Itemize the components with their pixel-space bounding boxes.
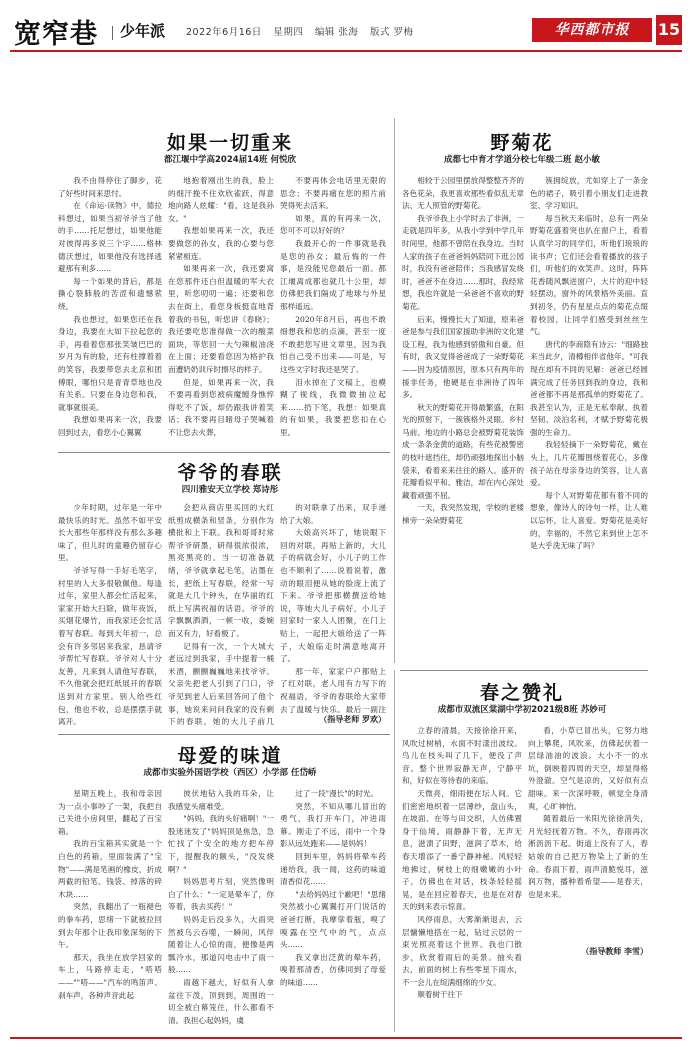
paragraph: 地抱着刚出生的我，脸上的细汗挽不住欢欣雀跃，得意地向路人炫耀："看，这是我孙女。" [168,176,274,223]
paragraph: 立春的清晨，天接徐徐开来，风吹过树梢，水面不时漾出波纹。鸟儿在枝头叫了几下，便没了声音。整个世界寂静无声，宁静平和，好似在等待春的来临。 [402,726,522,786]
column-divider [394,670,395,1032]
paragraph: 我最开心的一件事就是我是您的孙女；最后悔的一件事，是没能见您最后一面。都江堰离成都也就几十公里，却仿佛把我们隔成了地球与外星那样遥远。 [280,238,386,311]
paragraph: 随着最后一米阳光徐徐消失，月光轻抚着万物。不久，春雨再次淅沥沥下起。街道上没有了人，春姑娘的自己把万物染上了新的生命。春雨下着，雨声清脆悦耳，滋润万物，播种着希望——是春天，也是未来。 [528,814,648,899]
article-title: 母爱的味道 [177,745,283,767]
paragraph: 会把从商店里买回的大红纸剪成横条和竖条，分别作为横批和上下联。我和哥哥时常帮爷爷研墨，研得很浓很浓，黑亮黑亮的。当一切准备就绪，爷爷就拿起毛笔，沾墨在长，把纸上写春联，经常一写就是大几个钟头，在华丽的红纸上写满祝福的话语。爷爷的字飘飘洒洒，一顿一收，委婉而又有力，好看极了。 [168,503,274,638]
paragraph: 看，小草已冒出头，它努力地向上攀爬，风吹来，仿佛起伏着一层绿油油的波浪。大小不一的水坑，倒映着四周的天空，却显得格外澄澈。空气是凉的，又好似有点甜味。来一次深呼吸，顿觉全身清爽，心旷神怡。 [528,726,648,811]
paragraph: 记得有一次，一个大城大老远过到我家，手中提着一桶米酒，颤颤巍巍地来找爷爷。父亲先把老人引到了门口，爷爷见到老人后来回答问了他个事，她说来问问我家的没有剩下的春联，她的大儿子前几 [168,641,274,727]
article-column [280,175,386,443]
paragraph: 彼伏地钻入我的耳朵，让我感觉头痛难受。 [168,789,274,811]
paragraph: 如果再来一次，我还要窝在您那件还白但温暖的军大衣里，听您叨叨一遍；还要和您去在街上，看您身板挺直地背着我的书包，听您讲《春晓》；我还要吃您准得做一次的酸菜面块，等您回一大勺辣椒油浇在上面；还要看您因为格护我而遭奶奶训斥时擦尽的样子。 [168,264,274,374]
paragraph: 如果，真的有再来一次，您可不可以好好的？ [280,213,386,236]
paragraph: 爷爷写得一手好毛笔字，村里的人大多很敬佩他。每逢过年，家里人都会忙活起来，家家开始大扫除，做年夜饭，买烟花爆竹，而我家还会忙活着写春联。每到大年初一，总会有许多邻居来我家，恳请爷爷帮忙写春联。爷爷对人十分友善，凡来到人请他写春联，不久他就会把红纸展开的春联送到对方家里。别人给些红包，他也不收，总是摆摆手就离开。 [58,565,162,727]
paragraph: 那天，我坐在放学回家的车上，马路停走走，"嗒嗒——""嗒——"汽车的鸣笛声、刹车声，各种声音此起 [58,952,162,1000]
paragraph: "妈妈，我的头好痛啊！"一股迷迷发了"妈妈顶是焦急，急忙找了个安全的地方把车停下，提醒我的额头，"没发烧啊？" [168,814,274,874]
paragraph: 每当秋天来临时，总有一两朵野菊花盛着突也扒在窗户上，看着认真学习的同学们，听他们琅琅的读书声；它们还会看着播放的孩子们，听他们的欢笑声。这时，阵阵花香随风飘进窗户，大片的迎中轻轻摆动，窗外的风景格外美丽。直到初冬，仍有星星点点的菊花点缀着校园，让同学们感受到丝丝生气。 [530,213,648,337]
issue-date: 2022年6月16日 [186,27,262,38]
article-column [168,788,274,1033]
column-divider [394,118,395,663]
paragraph: 的对联拿了出来，双手递给了大娘。 [280,503,386,525]
article-column [58,788,162,1033]
masthead [10,10,682,50]
paragraph: 在《命运·读物》中，德拉科想过，如果当初爷爷当了他的手……托尼想过，如果他能对彼得再多说三个字……格林德沃想过，如果他没有选择逃避那有利多…… [58,201,162,274]
paragraph: 一天，我突然发现，学校的老楼梯旁一朵朵野菊花 [402,503,524,526]
article-byline: 都江堰中学高2024届14班 何悦欣 [164,155,296,165]
paragraph: 那一年，家家户户都贴上了红对联，老人用有力写下的祝福语，爷爷的春联给大家带去了温暖与快乐。最后一副注 [280,666,386,714]
paragraph: 我不由得停住了脚步，花了好些时间来思忖。 [58,176,162,198]
paragraph: 突然，不知从哪儿冒出的勇气，我打开车门，冲进雨幕。刚走了不远，雨中一个身影从远处跑来——是妈妈！ [280,801,386,849]
article-column [528,725,648,943]
footer-rule [10,1037,682,1039]
article-column [530,175,648,665]
paragraph: 但是，如果再来一次，我不要再看到您被病魔缠身憔悴得吃不了饭，却仍跟我讲着笑话；我不要再目睹母子哭喊着不让您去火葬， [168,377,274,437]
section-divider [58,734,390,735]
issue-info [186,24,421,38]
article-column [58,502,162,727]
paragraph: 簇拥绽放，尤如穿上了一条金色的裙子，吸引着小朋友们走进教室、学习知识。 [530,176,648,211]
issue-weekday: 星期四 [273,27,304,38]
article-column [280,788,386,1033]
paragraph: 相较于公园里摆放得整整齐齐的各色花朵，我更喜欢那些看似乱无章法、无人照管的野菊花。 [402,176,524,211]
paragraph: 每个人对野菊花都有着不同的想象，像诗人的诗句一样，让人难以忘怀，让人喜爱。野菊花是美好的，幸福的，不然它来到世上怎不是大乎洗无味了吗？ [530,490,648,551]
paragraph: 每一个如果的背后，都是撕心裂肺般的苦涩和遗憾萦绕。 [58,276,162,311]
article-column [58,175,162,443]
article-byline: 四川雅安天立学校 郑诗彤 [181,485,279,495]
paragraph: 妈妈思考片刻，突然像明白了什么："一定是晕车了，你等着，我去买药！" [168,877,274,912]
teacher-credit: （指导老师 罗欢） [319,715,386,724]
masthead-separator [112,26,113,40]
section-title: 宽窄巷 [14,19,98,50]
paragraph: 秋天的野菊花开得最繁盛，在阳光的照射下，一簇簇格外灵眼。乡村马前、地边的小路总会被野菊花装饰成一条条金黄的道路，有些花被警密的枝叶遮挡住，却仍顽强地探出小脑袋来，看着来来往往的路人。盛开的花瓣看似平和、雅洁，却在内心深处藏着顽强不屈。 [402,402,524,500]
editor-credit: 编辑 张海 [314,27,359,38]
paragraph: 回到车里，妈妈将晕车药递给我，我一闻，这药的味道清香似花…… [280,851,386,887]
paragraph: "去给妈妈过个歉吧！"思绪突然被小心翼翼打开门说话的爸爸打断，我摩挲着瓶，嗅了嗅露在空气中的气，点点头…… [280,889,386,950]
paragraph: 我也想过，如果您还在我身边，我要在大如下拉起您的手，再看着您那张笑皱巴巴的岁月为有的脸，还有柱撑着着的笑容，我要带您去北京和团傅眼，哪怕只是青青草地也没有关系。只要在身边您和我，就事就很美。 [58,314,162,412]
section-divider [400,670,648,671]
paragraph: 顺着树干往下 [417,990,463,1000]
masthead-rule [10,50,682,52]
paragraph: 过了一段"漫长"的时光。 [295,789,379,798]
paragraph: 我的百宝箱其实就是一个白色的药箱，里面装满了"宝物"——满是笔画的橡皮，折成两截的铅笔、钱袋、掉落的碎木块…… [58,839,162,899]
article-byline: 成都七中育才学道分校七年级二班 赵小敏 [444,155,600,165]
section-subtitle: 少年派 [120,22,166,40]
paragraph: 突然，我翻出了一瓶褪色的拳车药，思绪一下就被拉回到去年那个让我印象深刻的下午。 [58,902,162,950]
article-title: 野菊花 [490,132,554,154]
paragraph: 少年时期，过年是一年中最快乐的时光。虽然不如平安长大那些年那样没有那么多趣味了，但儿时的童趣仍留存心里。 [58,503,162,563]
article-column [280,502,386,714]
paragraph: 大娘高兴坏了，她说眼下回的对联，再贴上新的，大儿子的病就会好，小儿子的工作也不顺利了……说着说着，激动的眼泪便从她的脸庞上流了下来。爷爷把那横撰送给她说，等她大儿子病好，小儿子回家时一家人人团聚，在门上贴上，一起把大娘给送了一阵子，大娘临走时满意地离开了。 [280,528,386,664]
newspaper-logo: 华西都市报 [532,18,652,42]
paragraph: 雨越下越大，好似有人拿盆往下泼，顶到到，周围的一切全被白幕笼住，什么都看不清。我担心起妈妈，虞 [168,977,274,1025]
paragraph: 我想如果再来一次，我还要做您的孙女，我的心要与您紧紧相连。 [168,226,274,261]
paragraph: 星期五晚上，我和母亲因为一点小事吵了一架，我把自己关进小房间里，翻起了百宝箱。 [58,789,162,836]
designer-credit: 版式 罗梅 [369,27,414,38]
paragraph: 不要再体会电话里无限的思念；不要再痛在您的照片前哭得死去活来。 [280,176,386,211]
paragraph: 妈妈走后没多久，大雨突然被乌云吞噬，一瞬间，风伴随着让人心惊的雨，便像是两瓢冷水，那道闪电击中了雨一般…… [168,914,274,975]
paragraph: 唐代的李商隐有诗云："细路独来当此夕，清樽相伴省他年。"可我现在却有不同的见解：爸爸已经圆满完成了任务回到我的身边，我和爸爸都不再是那孤单的野菊花了。我甚至认为，正是无私奉献、执着坚韧、淡泊名利，才赋予野菊花极强的生命力。 [530,339,648,437]
article-column [168,502,274,727]
article-column [402,725,522,1033]
article-title: 爷爷的春联 [177,462,283,484]
paragraph: 泪水掉在了文稿上，也模糊了视线，我微微抽泣起来……扔下笔，我想：如果真的有如果，我要把您扣在心里。 [280,377,386,437]
paragraph: 后来，慢慢长大了知道，原来爸爸是参与我们国家援助非洲的文化建设工程，我为他感到骄傲和自豪。但有时，我又觉得爸爸成了一朵野菊花——因为疫情原因，原本只有两年的援非任务，他硬是在非洲待了四年多。 [402,314,524,400]
page-number: 15 [656,15,682,45]
article-column [402,175,524,665]
section-divider [58,452,390,453]
article-title: 春之赞礼 [479,682,564,704]
paragraph: 我爷爷我上小学时去了非洲，一走就是四年多，从我小学到中学几年时间里，他都不曾陪在我身边。当时人家的孩子在爸爸妈妈陪同下逛公园时，我没有爸爸陪伴；当我感冒发烧时，爸爸不在身边……那时，我经常想，我也许就是一朵爸爸不喜欢的野菊花。 [402,213,524,311]
article-title: 如果一切重来 [166,132,293,154]
article-byline: 成都市实验外国语学校（西区）小学部 任岱峤 [143,768,317,778]
article-byline: 成都市双流区棠湖中学初2021级8班 苏妙可 [437,705,607,715]
article-column [168,175,274,443]
teacher-credit: （指导教师 李雪） [581,947,648,956]
paragraph: 我想如果再来一次，我要回到过去，看您小心翼翼 [58,415,162,437]
paragraph: 我轻轻摘下一朵野菊花，戴在头上，几片花瓣围绕着花心，多像孩子站在母亲身边的笑容，让人喜爱。 [530,440,648,488]
paragraph: 风停雨息，大雾渐渐退去，云层慵懒地搭在一起，钻过云层的一束光照亮着这个世界。我也门散步，欣赏着雨后的美景。抽头看去，前面的树上有些零星下雨水，不一会儿在绽满细绵的少女。 [402,914,522,987]
paragraph: 2020年8月后，再也不敢细想我和您的点滴，甚至一度不敢把您写进文章里，因为我怕自己受不出来——可是，写这些文字时我还是哭了。 [280,314,386,374]
paragraph: 天微亮，细雨便在坛人间。它们密密地织着一层薄纱，盘山头，在坡面、在等与田交织，人仿佛置身于仙境。雨静静下着，无声无息，滋溃了田野，滋润了草木，给春天增添了一番宁静神秘。风轻轻地拂过，树枝上的细嫩嫩的小叶子，仿佛也在对话，枝条轻轻摇晃，是在回应着春天，也是在对春天的到来表示惊喜。 [402,788,522,912]
paragraph: 我又拿出泛黄的晕车药，嗅着那清香，仿佛同到了母爱的味道…… [280,952,386,987]
